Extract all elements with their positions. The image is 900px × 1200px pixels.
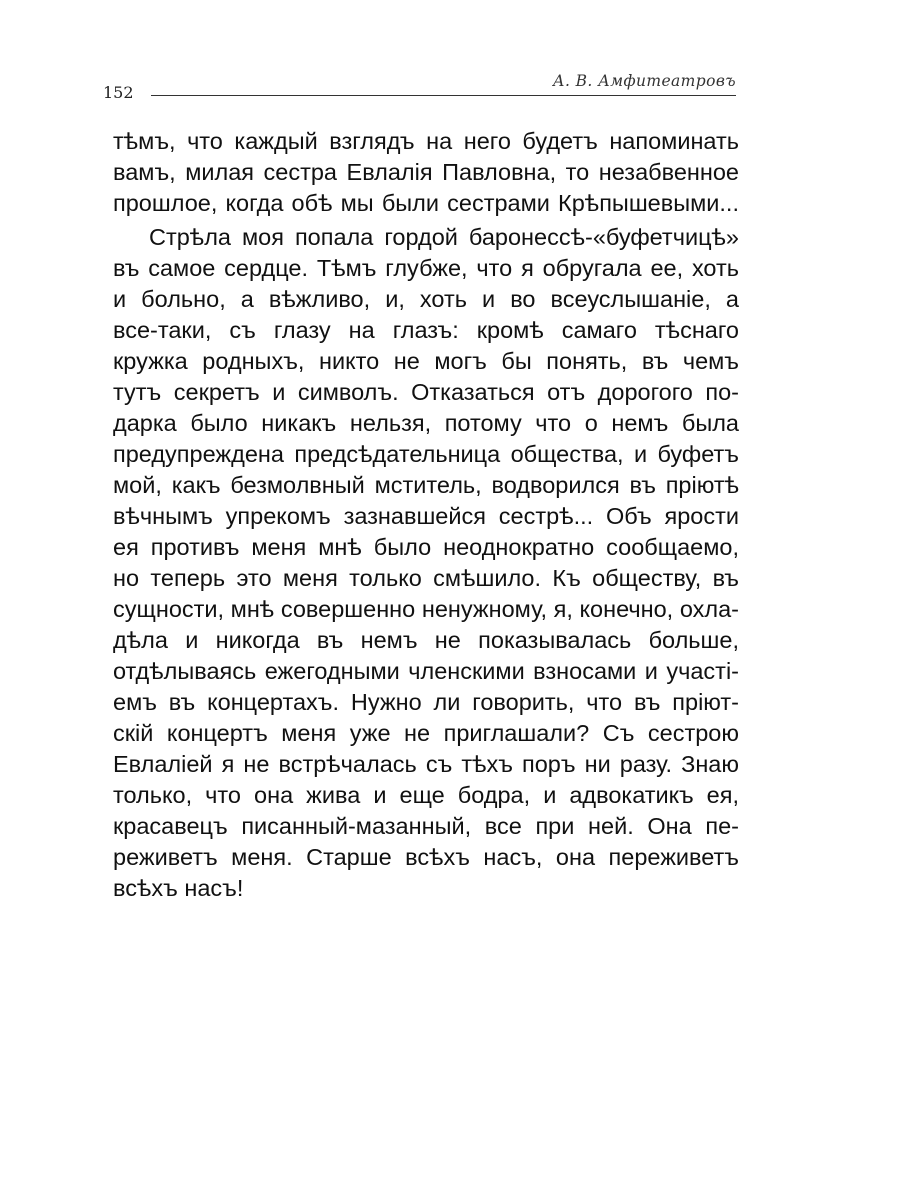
text-line: тутъ секретъ и символъ. Отказаться отъ дорогого по- [113,379,739,405]
text-line: въ самое сердце. Тѣмъ глубже, что я обругала ее, хоть [113,255,739,281]
text-line: все-таки, съ глазу на глазъ: кромѣ самаго тѣснаго [113,317,739,343]
text-line: Евлаліей я не встрѣчалась съ тѣхъ поръ ни разу. Знаю [113,751,739,777]
text-line: реживетъ меня. Старше всѣхъ насъ, она переживетъ [113,844,739,870]
text-line: вѣчнымъ упрекомъ зазнавшейся сестрѣ... Объ ярости [113,503,739,529]
text-line: но теперь это меня только смѣшило. Къ обществу, въ [113,565,739,591]
text-line: красавецъ писанный-мазанный, все при ней. Она пе- [113,813,739,839]
page-number: 152 [103,83,134,102]
text-line: емъ въ концертахъ. Нужно ли говорить, что въ пріют- [113,689,739,715]
text-line: прошлое, когда обѣ мы были сестрами Крѣпышевыми... [113,190,739,216]
text-line: всѣхъ насъ! [113,875,244,901]
header-rule [151,95,736,96]
text-line: сущности, мнѣ совершенно ненужному, я, конечно, охла- [113,596,739,622]
text-line: только, что она жива и еще бодра, и адвокатикъ ея, [113,782,739,808]
body-text [113,126,739,904]
text-line: мой, какъ безмолвный мститель, водворился въ пріютѣ [113,472,739,498]
page-header [103,72,736,102]
text-line: и больно, а вѣжливо, и, хоть и во всеуслышаніе, а [113,286,739,312]
text-line: дарка было никакъ нельзя, потому что о немъ была [113,410,739,436]
text-line: дѣла и никогда въ немъ не показывалась больше, [113,627,739,653]
text-line: тѣмъ, что каждый взглядъ на него будетъ напоминать [113,128,739,154]
text-line: скій концертъ меня уже не приглашали? Съ сестрою [113,720,739,746]
text-line: предупреждена предсѣдательница общества, и буфетъ [113,441,739,467]
text-line: ея противъ меня мнѣ было неоднократно сообщаемо, [113,534,739,560]
text-line: кружка родныхъ, никто не могъ бы понять, въ чемъ [113,348,739,374]
running-title: А. В. Амфитеатровъ [552,72,736,90]
text-line: Стрѣла моя попала гордой баронессѣ-«буфетчицѣ» [149,224,739,250]
text-line: вамъ, милая сестра Евлалія Павловна, то незабвенное [113,159,739,185]
text-line: отдѣлываясь ежегодными членскими взносами и участі- [113,658,739,684]
